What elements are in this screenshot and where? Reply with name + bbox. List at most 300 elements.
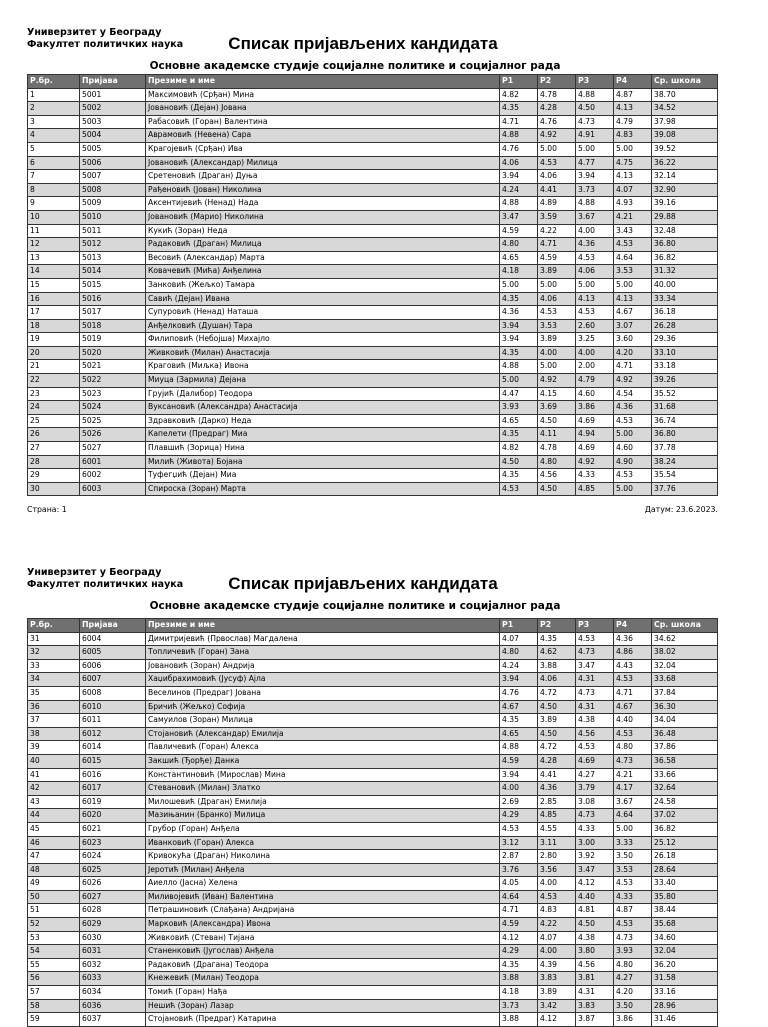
cell-application: 5003 — [80, 115, 146, 129]
cell-rank: 35 — [28, 686, 80, 700]
cell-application: 5001 — [80, 88, 146, 102]
cell-name: Капелети (Предраг) Миа — [146, 428, 500, 442]
cell-p4: 4.20 — [614, 346, 652, 360]
table-row — [28, 306, 718, 320]
cell-p4: 4.20 — [614, 986, 652, 1000]
page-number: Страна: 1 — [27, 505, 67, 514]
cell-p2: 3.83 — [538, 972, 576, 986]
cell-p2: 4.59 — [538, 251, 576, 265]
cell-p4: 4.73 — [614, 754, 652, 768]
cell-name: Јовановић (Александар) Милица — [146, 156, 500, 170]
cell-p1: 4.80 — [500, 646, 538, 660]
cell-p2: 4.92 — [538, 374, 576, 388]
cell-p2: 4.92 — [538, 129, 576, 143]
cell-rank: 36 — [28, 700, 80, 714]
cell-rank: 3 — [28, 115, 80, 129]
cell-rank: 16 — [28, 292, 80, 306]
cell-p4: 4.53 — [614, 877, 652, 891]
cell-p4: 4.13 — [614, 102, 652, 116]
cell-application: 5023 — [80, 387, 146, 401]
cell-p3: 4.36 — [576, 238, 614, 252]
cell-application: 6005 — [80, 646, 146, 660]
cell-p1: 4.35 — [500, 346, 538, 360]
col-header-p1: P1 — [500, 619, 538, 633]
cell-p1: 3.88 — [500, 1013, 538, 1027]
cell-p4: 3.60 — [614, 333, 652, 347]
cell-p4: 4.17 — [614, 782, 652, 796]
cell-application: 6007 — [80, 673, 146, 687]
cell-application: 6034 — [80, 986, 146, 1000]
cell-p1: 4.88 — [500, 129, 538, 143]
table-row — [28, 319, 718, 333]
cell-p1: 4.07 — [500, 632, 538, 646]
cell-p2: 5.00 — [538, 142, 576, 156]
table-row — [28, 469, 718, 483]
cell-school-avg: 32.64 — [652, 782, 718, 796]
cell-p2: 4.56 — [538, 469, 576, 483]
cell-p2: 4.39 — [538, 958, 576, 972]
cell-p1: 4.50 — [500, 455, 538, 469]
cell-p3: 3.79 — [576, 782, 614, 796]
table-row — [28, 183, 718, 197]
cell-application: 6016 — [80, 768, 146, 782]
cell-school-avg: 36.82 — [652, 251, 718, 265]
cell-p3: 3.73 — [576, 183, 614, 197]
cell-p3: 3.86 — [576, 401, 614, 415]
cell-p1: 4.65 — [500, 414, 538, 428]
cell-p4: 4.53 — [614, 727, 652, 741]
cell-school-avg: 33.66 — [652, 768, 718, 782]
table-header-row — [28, 75, 718, 89]
cell-rank: 57 — [28, 986, 80, 1000]
cell-school-avg: 37.02 — [652, 809, 718, 823]
table-row — [28, 170, 718, 184]
cell-p4: 4.87 — [614, 904, 652, 918]
cell-p2: 4.00 — [538, 346, 576, 360]
cell-name: Живковић (Милан) Анастасија — [146, 346, 500, 360]
cell-rank: 34 — [28, 673, 80, 687]
cell-p2: 3.42 — [538, 999, 576, 1013]
cell-application: 5006 — [80, 156, 146, 170]
cell-name: Веселинов (Предраг) Јована — [146, 686, 500, 700]
cell-school-avg: 36.82 — [652, 822, 718, 836]
cell-school-avg: 33.68 — [652, 673, 718, 687]
cell-p1: 3.73 — [500, 999, 538, 1013]
cell-p4: 3.86 — [614, 1013, 652, 1027]
cell-p2: 3.56 — [538, 863, 576, 877]
table-row — [28, 646, 718, 660]
cell-name: Крагојевић (Срђан) Ива — [146, 142, 500, 156]
cell-p4: 4.40 — [614, 714, 652, 728]
table-row — [28, 251, 718, 265]
table-row — [28, 795, 718, 809]
cell-name: Кривокућа (Драган) Николина — [146, 850, 500, 864]
cell-name: Марковић (Александра) Ивона — [146, 918, 500, 932]
cell-p1: 4.24 — [500, 659, 538, 673]
cell-p3: 2.00 — [576, 360, 614, 374]
cell-name: Спироска (Зоран) Марта — [146, 482, 500, 496]
cell-rank: 25 — [28, 414, 80, 428]
cell-p4: 4.53 — [614, 469, 652, 483]
cell-application: 5002 — [80, 102, 146, 116]
cell-school-avg: 26.28 — [652, 319, 718, 333]
report-date: Датум: 23.6.2023. — [644, 505, 718, 514]
table-row — [28, 809, 718, 823]
cell-rank: 24 — [28, 401, 80, 415]
cell-p4: 4.73 — [614, 931, 652, 945]
table-row — [28, 238, 718, 252]
cell-p1: 3.94 — [500, 319, 538, 333]
cell-name: Грубор (Горан) Анђела — [146, 822, 500, 836]
cell-p1: 3.94 — [500, 333, 538, 347]
cell-p3: 4.38 — [576, 714, 614, 728]
cell-p1: 4.18 — [500, 265, 538, 279]
cell-p2: 4.41 — [538, 768, 576, 782]
table-row — [28, 877, 718, 891]
col-header-p4: P4 — [614, 75, 652, 89]
cell-p2: 4.06 — [538, 170, 576, 184]
cell-school-avg: 35.68 — [652, 918, 718, 932]
candidates-table — [27, 74, 718, 496]
cell-rank: 8 — [28, 183, 80, 197]
cell-p1: 3.47 — [500, 210, 538, 224]
cell-p1: 3.94 — [500, 170, 538, 184]
page-title: Списак пријављених кандидата — [228, 34, 498, 53]
cell-rank: 2 — [28, 102, 80, 116]
table-row — [28, 482, 718, 496]
cell-rank: 7 — [28, 170, 80, 184]
cell-p4: 4.92 — [614, 374, 652, 388]
cell-rank: 55 — [28, 958, 80, 972]
cell-rank: 52 — [28, 918, 80, 932]
cell-p4: 3.67 — [614, 795, 652, 809]
cell-rank: 58 — [28, 999, 80, 1013]
cell-school-avg: 32.04 — [652, 659, 718, 673]
cell-application: 6027 — [80, 890, 146, 904]
table-row — [28, 1013, 718, 1027]
cell-p3: 4.00 — [576, 224, 614, 238]
candidates-table — [27, 618, 718, 1027]
col-header-p3: P3 — [576, 619, 614, 633]
cell-application: 5011 — [80, 224, 146, 238]
cell-name: Јовановић (Марио) Николина — [146, 210, 500, 224]
cell-rank: 6 — [28, 156, 80, 170]
cell-rank: 1 — [28, 88, 80, 102]
cell-school-avg: 36.20 — [652, 958, 718, 972]
cell-rank: 50 — [28, 890, 80, 904]
cell-p1: 4.59 — [500, 224, 538, 238]
cell-application: 5027 — [80, 442, 146, 456]
cell-application: 5005 — [80, 142, 146, 156]
cell-application: 6006 — [80, 659, 146, 673]
cell-school-avg: 31.68 — [652, 401, 718, 415]
cell-rank: 10 — [28, 210, 80, 224]
cell-school-avg: 37.86 — [652, 741, 718, 755]
cell-p3: 4.50 — [576, 918, 614, 932]
cell-application: 5021 — [80, 360, 146, 374]
cell-school-avg: 35.80 — [652, 890, 718, 904]
cell-rank: 41 — [28, 768, 80, 782]
cell-p2: 5.00 — [538, 278, 576, 292]
cell-name: Весовић (Александар) Марта — [146, 251, 500, 265]
table-row — [28, 904, 718, 918]
cell-p1: 3.94 — [500, 768, 538, 782]
university-name: Универзитет у Београду — [27, 567, 162, 578]
cell-p1: 4.88 — [500, 197, 538, 211]
cell-p3: 4.77 — [576, 156, 614, 170]
cell-p3: 4.73 — [576, 809, 614, 823]
cell-p2: 4.76 — [538, 115, 576, 129]
cell-school-avg: 28.64 — [652, 863, 718, 877]
cell-school-avg: 36.58 — [652, 754, 718, 768]
cell-rank: 39 — [28, 741, 80, 755]
cell-p3: 3.47 — [576, 863, 614, 877]
cell-school-avg: 32.14 — [652, 170, 718, 184]
cell-name: Самуилов (Зоран) Милица — [146, 714, 500, 728]
table-row — [28, 292, 718, 306]
cell-name: Рабасовић (Горан) Валентина — [146, 115, 500, 129]
cell-application: 6028 — [80, 904, 146, 918]
cell-p4: 4.67 — [614, 700, 652, 714]
cell-application: 6020 — [80, 809, 146, 823]
cell-p1: 4.35 — [500, 102, 538, 116]
cell-rank: 40 — [28, 754, 80, 768]
cell-p4: 4.75 — [614, 156, 652, 170]
cell-p2: 4.72 — [538, 741, 576, 755]
cell-rank: 56 — [28, 972, 80, 986]
cell-p3: 3.67 — [576, 210, 614, 224]
cell-p4: 3.53 — [614, 265, 652, 279]
cell-name: Павличевић (Горан) Алекса — [146, 741, 500, 755]
cell-application: 5014 — [80, 265, 146, 279]
cell-p1: 5.00 — [500, 278, 538, 292]
cell-application: 5020 — [80, 346, 146, 360]
cell-application: 5016 — [80, 292, 146, 306]
table-row — [28, 822, 718, 836]
cell-application: 6008 — [80, 686, 146, 700]
cell-name: Занковић (Жељко) Тамара — [146, 278, 500, 292]
cell-p3: 4.53 — [576, 632, 614, 646]
cell-application: 6030 — [80, 931, 146, 945]
cell-application: 5007 — [80, 170, 146, 184]
cell-p1: 4.71 — [500, 115, 538, 129]
table-row — [28, 972, 718, 986]
cell-p4: 4.43 — [614, 659, 652, 673]
table-row — [28, 768, 718, 782]
cell-p4: 4.80 — [614, 958, 652, 972]
cell-p4: 4.86 — [614, 646, 652, 660]
cell-p1: 4.35 — [500, 958, 538, 972]
table-header-row — [28, 619, 718, 633]
cell-application: 5025 — [80, 414, 146, 428]
cell-application: 6029 — [80, 918, 146, 932]
cell-p3: 3.83 — [576, 999, 614, 1013]
cell-p3: 4.73 — [576, 686, 614, 700]
cell-p4: 5.00 — [614, 142, 652, 156]
cell-school-avg: 33.10 — [652, 346, 718, 360]
cell-school-avg: 39.16 — [652, 197, 718, 211]
cell-p2: 2.85 — [538, 795, 576, 809]
cell-name: Мазињанин (Бранко) Милица — [146, 809, 500, 823]
table-row — [28, 102, 718, 116]
cell-application: 5018 — [80, 319, 146, 333]
cell-p3: 3.00 — [576, 836, 614, 850]
cell-name: Стојановић (Александар) Емилија — [146, 727, 500, 741]
cell-p4: 4.53 — [614, 673, 652, 687]
table-row — [28, 999, 718, 1013]
table-row — [28, 414, 718, 428]
cell-application: 5017 — [80, 306, 146, 320]
cell-p1: 4.82 — [500, 442, 538, 456]
table-row — [28, 754, 718, 768]
cell-application: 5009 — [80, 197, 146, 211]
cell-name: Закшић (Ђорђе) Данка — [146, 754, 500, 768]
cell-p4: 3.50 — [614, 999, 652, 1013]
cell-rank: 46 — [28, 836, 80, 850]
cell-p4: 4.60 — [614, 442, 652, 456]
cell-name: Плавшић (Зорица) Нина — [146, 442, 500, 456]
cell-rank: 22 — [28, 374, 80, 388]
cell-application: 6004 — [80, 632, 146, 646]
cell-p2: 4.28 — [538, 102, 576, 116]
cell-p1: 4.29 — [500, 945, 538, 959]
cell-p3: 4.69 — [576, 442, 614, 456]
cell-p1: 4.05 — [500, 877, 538, 891]
cell-rank: 59 — [28, 1013, 80, 1027]
cell-application: 5026 — [80, 428, 146, 442]
cell-application: 6037 — [80, 1013, 146, 1027]
cell-school-avg: 32.04 — [652, 945, 718, 959]
cell-name: Аксентијевић (Ненад) Нада — [146, 197, 500, 211]
cell-p3: 3.81 — [576, 972, 614, 986]
cell-p3: 4.60 — [576, 387, 614, 401]
cell-p3: 3.87 — [576, 1013, 614, 1027]
cell-p3: 4.12 — [576, 877, 614, 891]
cell-p3: 4.50 — [576, 102, 614, 116]
cell-p1: 4.71 — [500, 904, 538, 918]
cell-p3: 4.56 — [576, 727, 614, 741]
cell-school-avg: 31.58 — [652, 972, 718, 986]
cell-rank: 5 — [28, 142, 80, 156]
cell-p3: 5.00 — [576, 278, 614, 292]
cell-p4: 4.36 — [614, 401, 652, 415]
cell-rank: 20 — [28, 346, 80, 360]
cell-name: Јовановић (Зоран) Андрија — [146, 659, 500, 673]
cell-rank: 45 — [28, 822, 80, 836]
cell-p1: 5.00 — [500, 374, 538, 388]
cell-name: Грујић (Далибор) Теодора — [146, 387, 500, 401]
cell-rank: 21 — [28, 360, 80, 374]
cell-school-avg: 37.98 — [652, 115, 718, 129]
cell-school-avg: 34.04 — [652, 714, 718, 728]
cell-p1: 4.29 — [500, 809, 538, 823]
cell-school-avg: 38.24 — [652, 455, 718, 469]
cell-p2: 3.89 — [538, 986, 576, 1000]
col-header-p2: P2 — [538, 75, 576, 89]
cell-rank: 43 — [28, 795, 80, 809]
table-row — [28, 918, 718, 932]
cell-p3: 4.38 — [576, 931, 614, 945]
cell-p2: 4.55 — [538, 822, 576, 836]
cell-p4: 4.53 — [614, 238, 652, 252]
cell-school-avg: 28.96 — [652, 999, 718, 1013]
cell-p2: 3.88 — [538, 659, 576, 673]
faculty-name: Факултет политичких наука — [27, 39, 184, 50]
cell-p1: 4.35 — [500, 714, 538, 728]
table-row — [28, 945, 718, 959]
col-header-p4: P4 — [614, 619, 652, 633]
cell-rank: 53 — [28, 931, 80, 945]
cell-rank: 23 — [28, 387, 80, 401]
cell-application: 6002 — [80, 469, 146, 483]
cell-p2: 4.50 — [538, 482, 576, 496]
cell-application: 5010 — [80, 210, 146, 224]
table-row — [28, 727, 718, 741]
col-header-p1: P1 — [500, 75, 538, 89]
cell-rank: 54 — [28, 945, 80, 959]
cell-rank: 31 — [28, 632, 80, 646]
cell-p3: 4.33 — [576, 822, 614, 836]
cell-p3: 4.53 — [576, 306, 614, 320]
cell-school-avg: 36.48 — [652, 727, 718, 741]
cell-name: Вуксановић (Александра) Анастасија — [146, 401, 500, 415]
cell-p2: 5.00 — [538, 360, 576, 374]
cell-school-avg: 39.26 — [652, 374, 718, 388]
cell-name: Аврамовић (Невена) Сара — [146, 129, 500, 143]
col-header-application: Пријава — [80, 619, 146, 633]
faculty-name: Факултет политичких наука — [27, 579, 184, 590]
cell-p3: 3.80 — [576, 945, 614, 959]
cell-school-avg: 38.70 — [652, 88, 718, 102]
col-header-application: Пријава — [80, 75, 146, 89]
cell-p4: 4.93 — [614, 197, 652, 211]
cell-school-avg: 32.90 — [652, 183, 718, 197]
table-row — [28, 115, 718, 129]
cell-p1: 2.69 — [500, 795, 538, 809]
table-row — [28, 442, 718, 456]
cell-school-avg: 36.74 — [652, 414, 718, 428]
cell-p1: 4.88 — [500, 360, 538, 374]
cell-school-avg: 40.00 — [652, 278, 718, 292]
cell-p2: 4.53 — [538, 890, 576, 904]
table-row — [28, 632, 718, 646]
cell-rank: 47 — [28, 850, 80, 864]
table-row — [28, 142, 718, 156]
cell-p2: 4.78 — [538, 88, 576, 102]
cell-application: 6010 — [80, 700, 146, 714]
cell-school-avg: 38.44 — [652, 904, 718, 918]
cell-name: Јеротић (Милан) Анђела — [146, 863, 500, 877]
cell-p1: 4.00 — [500, 782, 538, 796]
table-row — [28, 931, 718, 945]
cell-p2: 4.80 — [538, 455, 576, 469]
cell-name: Топличевић (Горан) Зана — [146, 646, 500, 660]
cell-p1: 4.18 — [500, 986, 538, 1000]
cell-name: Петрашиновић (Слађана) Андријана — [146, 904, 500, 918]
cell-school-avg: 36.80 — [652, 428, 718, 442]
cell-application: 6003 — [80, 482, 146, 496]
cell-application: 5004 — [80, 129, 146, 143]
cell-p1: 3.76 — [500, 863, 538, 877]
cell-name: Миливојевић (Иван) Валентина — [146, 890, 500, 904]
cell-p3: 4.88 — [576, 88, 614, 102]
cell-school-avg: 36.80 — [652, 238, 718, 252]
cell-school-avg: 33.16 — [652, 986, 718, 1000]
cell-p3: 4.94 — [576, 428, 614, 442]
cell-p3: 4.31 — [576, 700, 614, 714]
cell-application: 6036 — [80, 999, 146, 1013]
cell-p3: 4.81 — [576, 904, 614, 918]
